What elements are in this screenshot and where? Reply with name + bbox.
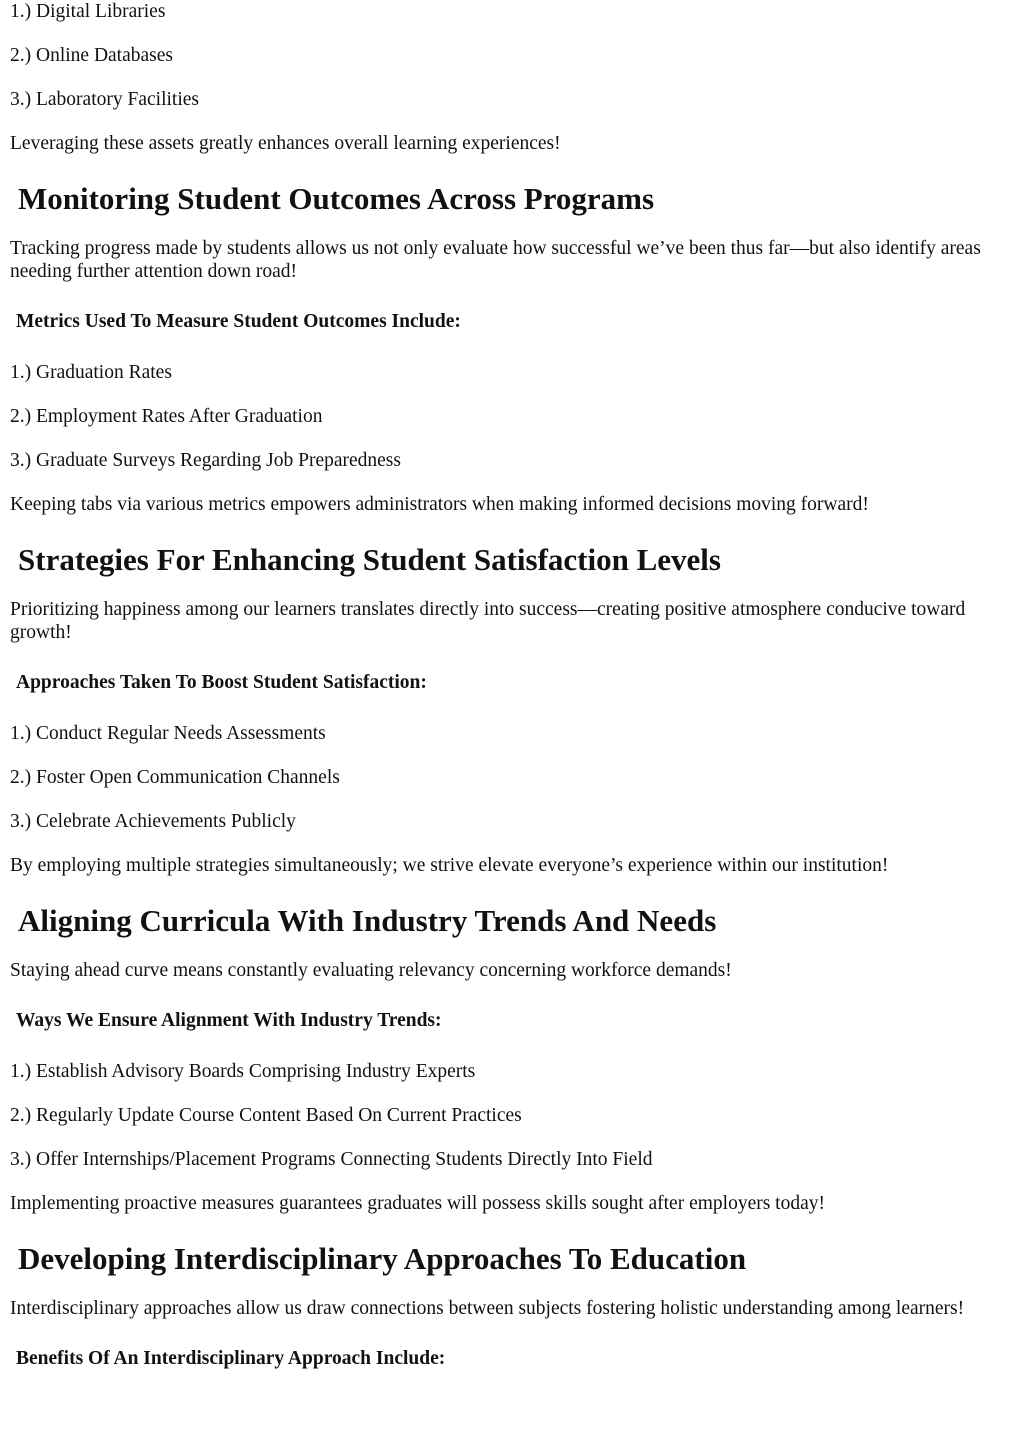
list-item: 1.) Establish Advisory Boards Comprising Industry Experts	[10, 1061, 476, 1082]
subheading: Ways We Ensure Alignment With Industry Trends:	[16, 1010, 442, 1031]
paragraph: Implementing proactive measures guarantees graduates will possess skills sought after employers today!	[10, 1193, 825, 1214]
paragraph: Keeping tabs via various metrics empowers administrators when making informed decisions moving forward!	[10, 494, 869, 515]
list-item: 2.) Foster Open Communication Channels	[10, 767, 340, 788]
list-item: 3.) Offer Internships/Placement Programs Connecting Students Directly Into Field	[10, 1149, 653, 1170]
list-item: 1.) Digital Libraries	[10, 1, 166, 22]
paragraph: By employing multiple strategies simultaneously; we strive elevate everyone’s experience within our institution!	[10, 855, 889, 876]
section-heading: Aligning Curricula With Industry Trends And Needs	[18, 903, 717, 938]
list-item: 3.) Celebrate Achievements Publicly	[10, 811, 296, 832]
section-heading: Strategies For Enhancing Student Satisfaction Levels	[18, 542, 721, 577]
section-heading: Developing Interdisciplinary Approaches To Education	[18, 1241, 747, 1276]
paragraph: Staying ahead curve means constantly evaluating relevancy concerning workforce demands!	[10, 960, 732, 981]
paragraph: Leveraging these assets greatly enhances overall learning experiences!	[10, 133, 561, 154]
list-item: 3.) Graduate Surveys Regarding Job Preparedness	[10, 450, 401, 471]
list-item: 2.) Employment Rates After Graduation	[10, 406, 323, 427]
paragraph: Interdisciplinary approaches allow us draw connections between subjects fostering holistic understanding among learners!	[10, 1298, 965, 1319]
list-item: 1.) Graduation Rates	[10, 362, 172, 383]
subheading: Metrics Used To Measure Student Outcomes Include:	[16, 311, 461, 332]
list-item: 1.) Conduct Regular Needs Assessments	[10, 723, 326, 744]
paragraph: Tracking progress made by students allows us not only evaluate how successful we’ve been thus far—but also identify areas needing further attention down road!	[10, 238, 981, 282]
paragraph: Prioritizing happiness among our learners translates directly into success—creating positive atmosphere conducive toward growth!	[10, 599, 966, 643]
section-heading: Monitoring Student Outcomes Across Programs	[18, 181, 655, 216]
subheading: Benefits Of An Interdisciplinary Approach Include:	[16, 1348, 446, 1369]
list-item: 2.) Regularly Update Course Content Based On Current Practices	[10, 1105, 522, 1126]
list-item: 2.) Online Databases	[10, 45, 173, 66]
list-item: 3.) Laboratory Facilities	[10, 89, 199, 110]
subheading: Approaches Taken To Boost Student Satisfaction:	[16, 672, 427, 693]
